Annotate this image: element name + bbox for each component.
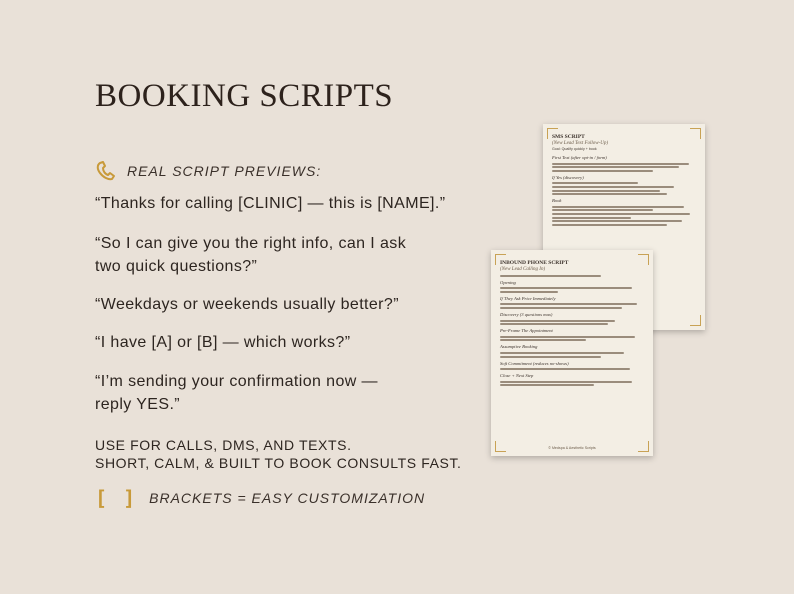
sms-doc-section: First Text (after opt-in / form) — [552, 155, 607, 160]
phone-doc-section: Close + Next Step — [500, 373, 534, 379]
page-title: BOOKING SCRIPTS — [95, 78, 394, 114]
usage-line-2: SHORT, CALM, & BUILT TO BOOK CONSULTS FAST. — [95, 455, 462, 471]
previews-label: REAL SCRIPT PREVIEWS: — [127, 163, 322, 179]
sms-doc-subtitle: (New Lead Text Follow-Up) — [552, 141, 609, 146]
phone-doc-section: Soft Commitment (reduces no-shows) — [500, 360, 569, 366]
phone-script-preview — [491, 250, 653, 456]
brackets-note — [95, 486, 425, 510]
phone-doc-footer: © Medspa & Aesthetic Scripts — [548, 446, 596, 450]
quote-1: “Thanks for calling [CLINIC] — this is [NAME].” — [95, 195, 446, 212]
brackets-icon: [ ] — [95, 486, 138, 510]
quote-2-line-1: “So I can give you the right info, can I ask — [95, 235, 407, 252]
phone-doc-subtitle: (New Lead Calling In) — [500, 267, 546, 272]
sms-doc-section: Book — [552, 198, 562, 204]
quote-2-line-2: two quick questions?” — [95, 258, 258, 275]
usage-line-1: USE FOR CALLS, DMS, AND TEXTS. — [95, 437, 352, 453]
quote-3: “Weekdays or weekends usually better?” — [95, 296, 399, 313]
usage-text — [95, 436, 462, 472]
phone-doc-section: If They Ask Price Immediately — [500, 295, 556, 301]
quote-2 — [95, 232, 406, 278]
quote-5-line-2: reply YES.” — [95, 396, 181, 413]
sms-doc-goal: Goal: Qualify quickly + book — [552, 147, 597, 151]
brackets-label: BRACKETS = EASY CUSTOMIZATION — [149, 490, 426, 506]
quote-5 — [95, 370, 378, 416]
phone-doc-section: Pre-Frame The Appointment — [500, 328, 553, 334]
phone-doc-section: Discovery (3 questions max) — [500, 311, 553, 317]
sms-doc-title: SMS SCRIPT — [552, 134, 585, 140]
phone-doc-title: INBOUND PHONE SCRIPT — [500, 260, 569, 266]
phone-doc-section: Opening — [500, 279, 516, 285]
corner-ornament — [690, 315, 701, 326]
previews-heading — [95, 160, 321, 182]
quote-4: “I have [A] or [B] — which works?” — [95, 334, 351, 351]
quote-5-line-1: “I’m sending your confirmation now — — [95, 373, 378, 390]
phone-doc-section: Assumptive Booking — [500, 344, 538, 350]
phone-icon — [95, 160, 119, 182]
sms-doc-section: If Yes (discovery) — [552, 174, 584, 180]
